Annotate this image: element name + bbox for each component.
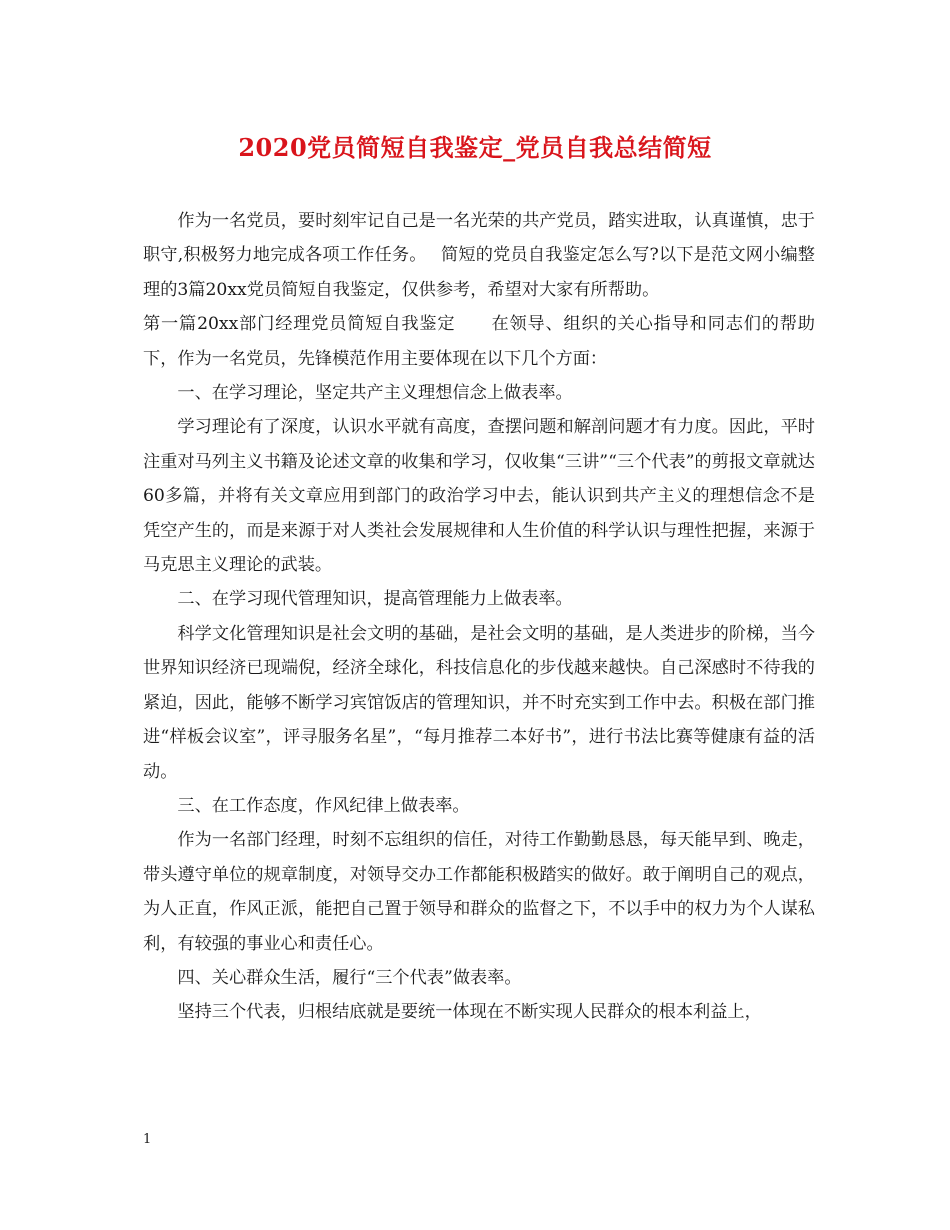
document-title: 2020党员简短自我鉴定_党员自我总结简短 bbox=[238, 133, 712, 162]
paragraph-heading-3: 三、在工作态度，作风纪律上做表率。 bbox=[177, 795, 470, 816]
document-body bbox=[143, 204, 815, 1030]
page-number: 1 bbox=[143, 1132, 152, 1147]
paragraph-management: 科学文化管理知识是社会文明的基础，是社会文明的基础，是人类进步的阶梯，当今世界知识经济已现端倪，经济全球化，科技信息化的步伐越来越快。自己深感时不待我的紧迫，因此，能够不断学习宾馆饭店的管理知识，并不时充实到工作中去。积极在部门推进“样板会议室”，评寻服务名星”，“每月推荐二本好书”，进行书法比赛等健康有益的活动。 bbox=[143, 623, 815, 782]
paragraph-theory: 学习理论有了深度，认识水平就有高度，查摆问题和解剖问题才有力度。因此，平时注重对马列主义书籍及论述文章的收集和学习，仅收集“三讲”“三个代表”的剪报文章就达60多篇，并将有关文章应用到部门的政治学习中去，能认识到共产主义的理想信念不是凭空产生的，而是来源于对人类社会发展规律和人生价值的科学认识与理性把握，来源于马克思主义理论的武装。 bbox=[143, 417, 815, 576]
paragraph-three-represents: 坚持三个代表，归根结底就是要统一体现在不断实现人民群众的根本利益上， bbox=[177, 1002, 762, 1023]
paragraph-heading-2: 二、在学习现代管理知识，提高管理能力上做表率。 bbox=[177, 589, 573, 610]
paragraph-attitude: 作为一名部门经理，时刻不忘组织的信任，对待工作勤勤恳恳，每天能早到、晚走，带头遵守单位的规章制度，对领导交办工作都能积极踏实的做好。敢于阐明自己的观点，为人正直，作风正派，能把自己置于领导和群众的监督之下，不以手中的权力为个人谋私利，有较强的事业心和责任心。 bbox=[143, 830, 815, 954]
paragraph-first-article: 第一篇20xx部门经理党员简短自我鉴定 在领导、组织的关心指导和同志们的帮助下，作为一名党员，先锋模范作用主要体现在以下几个方面： bbox=[143, 314, 815, 369]
paragraph-heading-4: 四、关心群众生活，履行“三个代表”做表率。 bbox=[177, 967, 522, 988]
paragraph-intro: 作为一名党员，要时刻牢记自己是一名光荣的共产党员，踏实进取，认真谨慎，忠于职守,积极努力地完成各项工作任务。 简短的党员自我鉴定怎么写?以下是范文网小编整理的3篇20xx党员简短自我鉴定，仅供参考，希望对大家有所帮助。 bbox=[143, 211, 815, 300]
paragraph-heading-1: 一、在学习理论，坚定共产主义理想信念上做表率。 bbox=[177, 383, 573, 404]
